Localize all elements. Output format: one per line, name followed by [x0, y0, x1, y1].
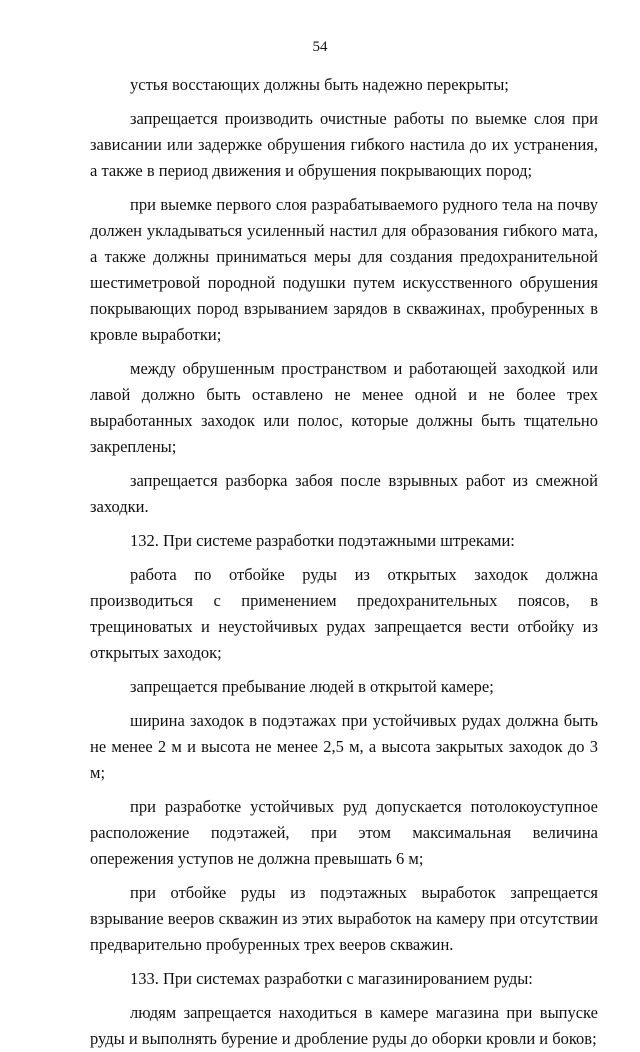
paragraph-5: запрещается разборка забоя после взрывных работ из смежной заходки. [90, 471, 598, 516]
paragraph-9: при разработке устойчивых руд допускается потолокоуступное расположение подэтажей, при этом максимальная величина опережения уступов не должна превышать 6 м; [90, 797, 598, 868]
paragraph-7: запрещается пребывание людей в открытой камере; [130, 677, 494, 696]
paragraph-11: людям запрещается находиться в камере магазина при выпуске руды и выполнять бурение и дробление руды до оборки кровли и боков; [90, 1003, 598, 1048]
paragraph-10: при отбойке руды из подэтажных выработок запрещается взрывание вееров скважин из этих выработок на камеру при отсутствии предварительно пробуренных трех вееров скважин. [90, 883, 598, 954]
paragraph-3: при выемке первого слоя разрабатываемого рудного тела на почву должен укладываться усиленный настил для образования гибкого мата, а также должны приниматься меры для создания предохранительной шестиметровой породной подушки путем искусственного обрушения покрывающих пород взрыванием зарядов в скважинах, пробуренных в кровле выработки; [90, 195, 598, 344]
paragraph-1: устья восстающих должны быть надежно перекрыты; [130, 75, 509, 94]
paragraph-8: ширина заходок в подэтажах при устойчивых рудах должна быть не менее 2 м и высота не менее 2,5 м, а высота закрытых заходок до 3 м; [90, 711, 598, 782]
page-number: 54 [312, 39, 328, 55]
paragraph-6: работа по отбойке руды из открытых заходок должна производиться с применением предохранительных поясов, в трещиноватых и неустойчивых рудах запрещается вести отбойку из открытых заходок; [90, 565, 598, 662]
paragraph-4: между обрушенным пространством и работающей заходкой или лавой должно быть оставлено не менее одной и не более трех выработанных заходок или полос, которые должны быть тщательно закреплены; [90, 359, 598, 456]
document-body [90, 72, 598, 1052]
section-heading-132: 132. При системе разработки подэтажными штреками: [130, 531, 515, 550]
section-heading-133: 133. При системах разработки с магазинированием руды: [130, 969, 533, 988]
paragraph-2: запрещается производить очистные работы по выемке слоя при зависании или задержке обрушения гибкого настила до их устранения, а также в период движения и обрушения покрывающих пород; [90, 109, 598, 180]
